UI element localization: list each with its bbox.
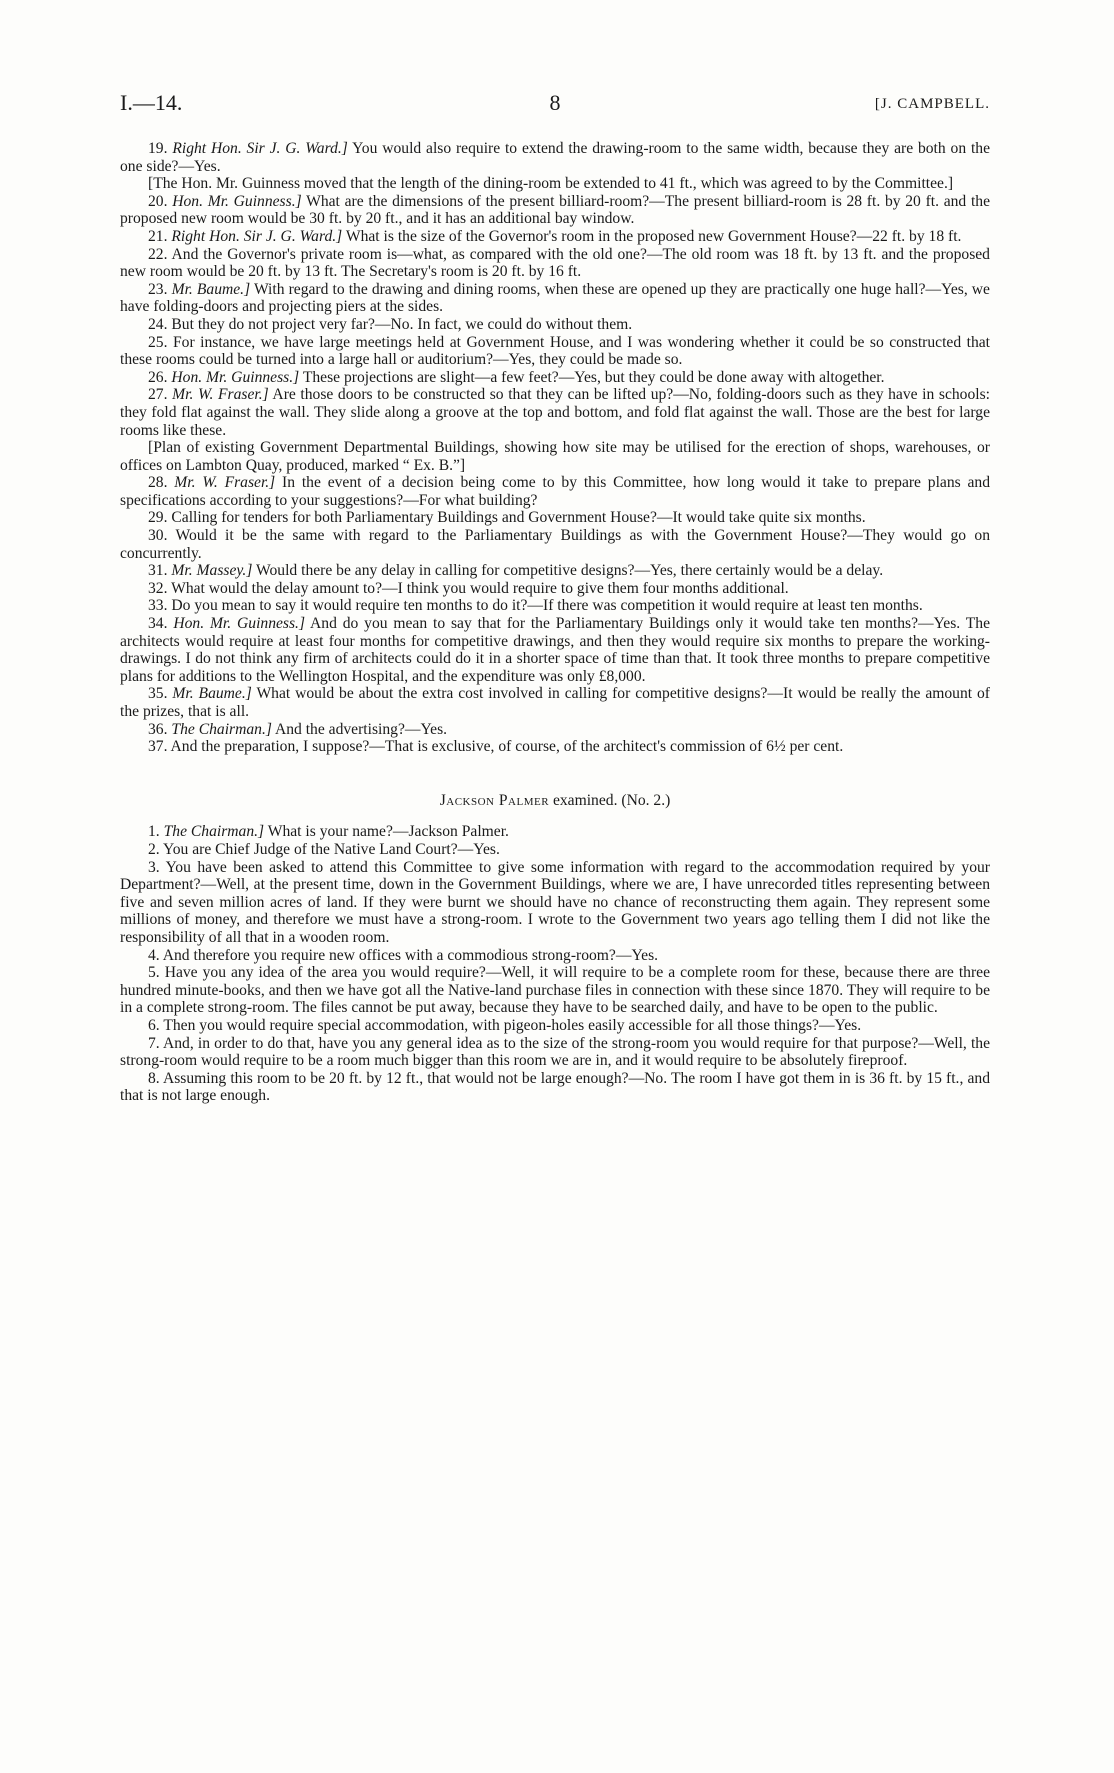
speaker-name: Right Hon. Sir J. G. Ward.]	[172, 140, 348, 157]
question-number: 8.	[148, 1069, 160, 1087]
paragraph-text: Do you mean to say it would require ten months to do it?—If there was competition it would require at least ten months.	[171, 597, 923, 615]
speaker-name: The Chairman.]	[163, 823, 265, 841]
paragraph-text: What is the size of the Governor's room in the proposed new Government House?—22 ft. by 18 ft.	[342, 227, 962, 245]
evidence-block-palmer	[120, 823, 990, 1105]
speaker-name: Mr. W. Fraser.]	[172, 386, 269, 404]
paragraph-text: And therefore you require new offices with a commodious strong-room?—Yes.	[162, 946, 659, 964]
section-heading	[120, 792, 990, 810]
evidence-paragraph	[120, 369, 990, 387]
paragraph-text: And, in order to do that, have you any general idea as to the size of the strong-room you would require for that purpose?—Well, the strong-room would require to be a room much bigger than this room we are in, and it would require to be absolutely fireproof.	[120, 1034, 991, 1070]
evidence-paragraph	[120, 685, 990, 720]
question-number: 32.	[148, 579, 168, 597]
question-number: 22.	[148, 245, 168, 263]
paragraph-text: What is your name?—Jackson Palmer.	[264, 823, 509, 841]
speaker-name: The Chairman.]	[171, 720, 272, 738]
paragraph-text: In the event of a decision being come to by this Committee, how long would it take to prepare plans and specifications according to your suggestions?—For what building?	[120, 474, 990, 509]
question-number: 7.	[148, 1034, 160, 1052]
evidence-paragraph	[120, 721, 990, 739]
question-number: 2.	[148, 840, 160, 858]
question-number: 20.	[148, 192, 168, 210]
paragraph-text: [Plan of existing Government Departmental Buildings, showing how site may be utilised for the erection of shops, warehouses, or offices on Lambton Quay, produced, marked “ Ex. B.”]	[120, 439, 990, 474]
evidence-paragraph	[120, 1017, 990, 1035]
evidence-paragraph	[120, 246, 990, 281]
question-number: 1.	[148, 823, 160, 841]
question-number: 31.	[148, 562, 168, 580]
paragraph-text: And the advertising?—Yes.	[271, 720, 448, 738]
question-number: 4.	[148, 946, 160, 964]
speaker-name: Mr. Baume.]	[172, 685, 252, 703]
evidence-paragraph	[120, 386, 990, 439]
evidence-paragraph	[120, 841, 990, 859]
question-number: 19.	[148, 140, 168, 157]
evidence-paragraph	[120, 947, 990, 965]
evidence-paragraph	[120, 964, 990, 1017]
speaker-name: Hon. Mr. Guinness.]	[173, 615, 306, 633]
paragraph-text: You would also require to extend the drawing-room to the same width, because they are both on the one side?—Yes.	[120, 140, 990, 175]
paragraph-text: And the Governor's private room is—what, as compared with the old one?—The old room was 18 ft. by 13 ft. and the proposed new room would be 20 ft. by 13 ft. The Secretary's room is 20 ft. by 16 ft.	[120, 245, 990, 281]
question-number: 3.	[148, 858, 160, 876]
witness-name-header: [J. CAMPBELL.	[874, 96, 990, 112]
evidence-paragraph	[120, 228, 990, 246]
paragraph-text: With regard to the drawing and dining rooms, when these are opened up they are practically one huge hall?—Yes, we have folding-doors and projecting piers at the sides.	[120, 280, 990, 316]
paragraph-text: [The Hon. Mr. Guinness moved that the length of the dining-room be extended to 41 ft., which was agreed to by the Committee.]	[148, 175, 954, 193]
paragraph-text: For instance, we have large meetings held at Government House, and I was wondering whether it could be so constructed that these rooms could be turned into a large hall or auditorium?—Yes, they could be made so.	[120, 333, 990, 369]
evidence-paragraph	[120, 140, 990, 175]
question-number: 30.	[148, 527, 168, 545]
question-number: 37.	[148, 738, 168, 756]
evidence-body	[120, 140, 990, 1105]
paragraph-text: Then you would require special accommodation, with pigeon-holes easily accessible for all those things?—Yes.	[163, 1016, 862, 1034]
evidence-paragraph	[120, 316, 990, 334]
evidence-paragraph	[120, 281, 990, 316]
paragraph-text: Would there be any delay in calling for competitive designs?—Yes, there certainly would be a delay.	[252, 562, 884, 580]
question-number: 35.	[148, 685, 168, 703]
evidence-paragraph	[120, 1070, 990, 1105]
speaker-name: Mr. Baume.]	[171, 280, 251, 298]
evidence-paragraph	[120, 527, 990, 562]
evidence-paragraph	[120, 175, 990, 193]
paragraph-text: And the preparation, I suppose?—That is exclusive, of course, of the architect's commission of 6½ per cent.	[170, 738, 844, 756]
paragraph-text: Are those doors to be constructed so that they can be lifted up?—No, folding-doors such as they have in schools: they fold flat against the wall. They slide along a groove at the top and bottom, and fold flat against the wall. Those are the best for large rooms like these.	[120, 386, 990, 439]
question-number: 28.	[148, 474, 168, 492]
evidence-paragraph	[120, 193, 990, 228]
evidence-paragraph	[120, 580, 990, 598]
question-number: 34.	[148, 615, 168, 633]
paragraph-text: But they do not project very far?—No. In fact, we could do without them.	[171, 315, 633, 333]
evidence-paragraph	[120, 509, 990, 527]
question-number: 21.	[148, 227, 168, 245]
evidence-paragraph	[120, 738, 990, 756]
question-number: 24.	[148, 315, 168, 333]
evidence-paragraph	[120, 615, 990, 685]
question-number: 27.	[148, 386, 168, 404]
evidence-block-campbell	[120, 140, 990, 756]
speaker-name: Mr. Massey.]	[171, 562, 253, 580]
paragraph-text: Have you any idea of the area you would require?—Well, it will require to be a complete room for these, because there are three hundred minute-books, and then we have got all the Native-land purchase files in connection with these since 1870. They will require to be in a complete strong-room. The files cannot be put away, because they have to be searched daily, and have to be open to the public.	[120, 964, 990, 1017]
paragraph-text: Assuming this room to be 20 ft. by 12 ft., that would not be large enough?—No. The room I have got them in is 36 ft. by 15 ft., and that is not large enough.	[120, 1069, 990, 1105]
question-number: 6.	[148, 1016, 160, 1034]
paragraph-text: You have been asked to attend this Committee to give some information with regard to the accommodation required by your Department?—Well, at the present time, down in the Government Buildings, where we are, I have unrecorded titles representing between five and seven million acres of land. If they were burnt we should have no chance of reconstructing them again. They represent some millions of money, and therefore we must have a strong-room. I wrote to the Government two years ago telling them I did not like the responsibility of all that in a wooden room.	[120, 858, 990, 946]
question-number: 36.	[148, 720, 168, 738]
question-number: 29.	[148, 509, 168, 527]
evidence-paragraph	[120, 823, 990, 841]
running-header	[120, 90, 990, 122]
question-number: 23.	[148, 280, 168, 298]
speaker-name: Hon. Mr. Guinness.]	[172, 192, 302, 210]
evidence-paragraph	[120, 474, 990, 509]
question-number: 25.	[148, 333, 168, 351]
speaker-name: Right Hon. Sir J. G. Ward.]	[171, 227, 343, 245]
witness-name: Jackson Palmer	[439, 791, 550, 809]
paragraph-text: Would it be the same with regard to the Parliamentary Buildings as with the Government House?—They would go on concurrently.	[120, 527, 990, 562]
question-number: 5.	[148, 964, 160, 982]
speaker-name: Hon. Mr. Guinness.]	[171, 368, 300, 386]
paragraph-text: Calling for tenders for both Parliamentary Buildings and Government House?—It would take quite six months.	[171, 509, 866, 527]
evidence-paragraph	[120, 1035, 990, 1070]
section-heading-suffix: examined. (No. 2.)	[549, 791, 671, 809]
paragraph-text: What would be about the extra cost involved in calling for competitive designs?—It would be really the amount of the prizes, that is all.	[120, 685, 990, 720]
speaker-name: Mr. W. Fraser.]	[174, 474, 276, 492]
paragraph-text: You are Chief Judge of the Native Land Court?—Yes.	[163, 840, 500, 858]
question-number: 33.	[148, 597, 168, 615]
evidence-paragraph	[120, 859, 990, 947]
page-number: 8	[549, 90, 561, 115]
evidence-paragraph	[120, 439, 990, 474]
paragraph-text: What would the delay amount to?—I think you would require to give them four months additional.	[171, 579, 789, 597]
evidence-paragraph	[120, 334, 990, 369]
paragraph-text: And do you mean to say that for the Parliamentary Buildings only it would take ten months?—Yes. The architects would require at least four months for competitive drawings, and then they would require six months to prepare the working-drawings. I do not think any firm of architects could do it in a shorter space of time than that. It took three months to prepare competitive plans for additions to the Wellington Hospital, and the expenditure was only £8,000.	[120, 615, 990, 685]
paper-reference: I.—14.	[120, 90, 183, 115]
evidence-paragraph	[120, 597, 990, 615]
evidence-paragraph	[120, 562, 990, 580]
paragraph-text: These projections are slight—a few feet?—Yes, but they could be done away with altogether.	[299, 368, 885, 386]
question-number: 26.	[148, 368, 168, 386]
paragraph-text: What are the dimensions of the present billiard-room?—The present billiard-room is 28 ft. by 20 ft. and the proposed new room would be 30 ft. by 20 ft., and it has an additional bay window.	[120, 192, 991, 228]
